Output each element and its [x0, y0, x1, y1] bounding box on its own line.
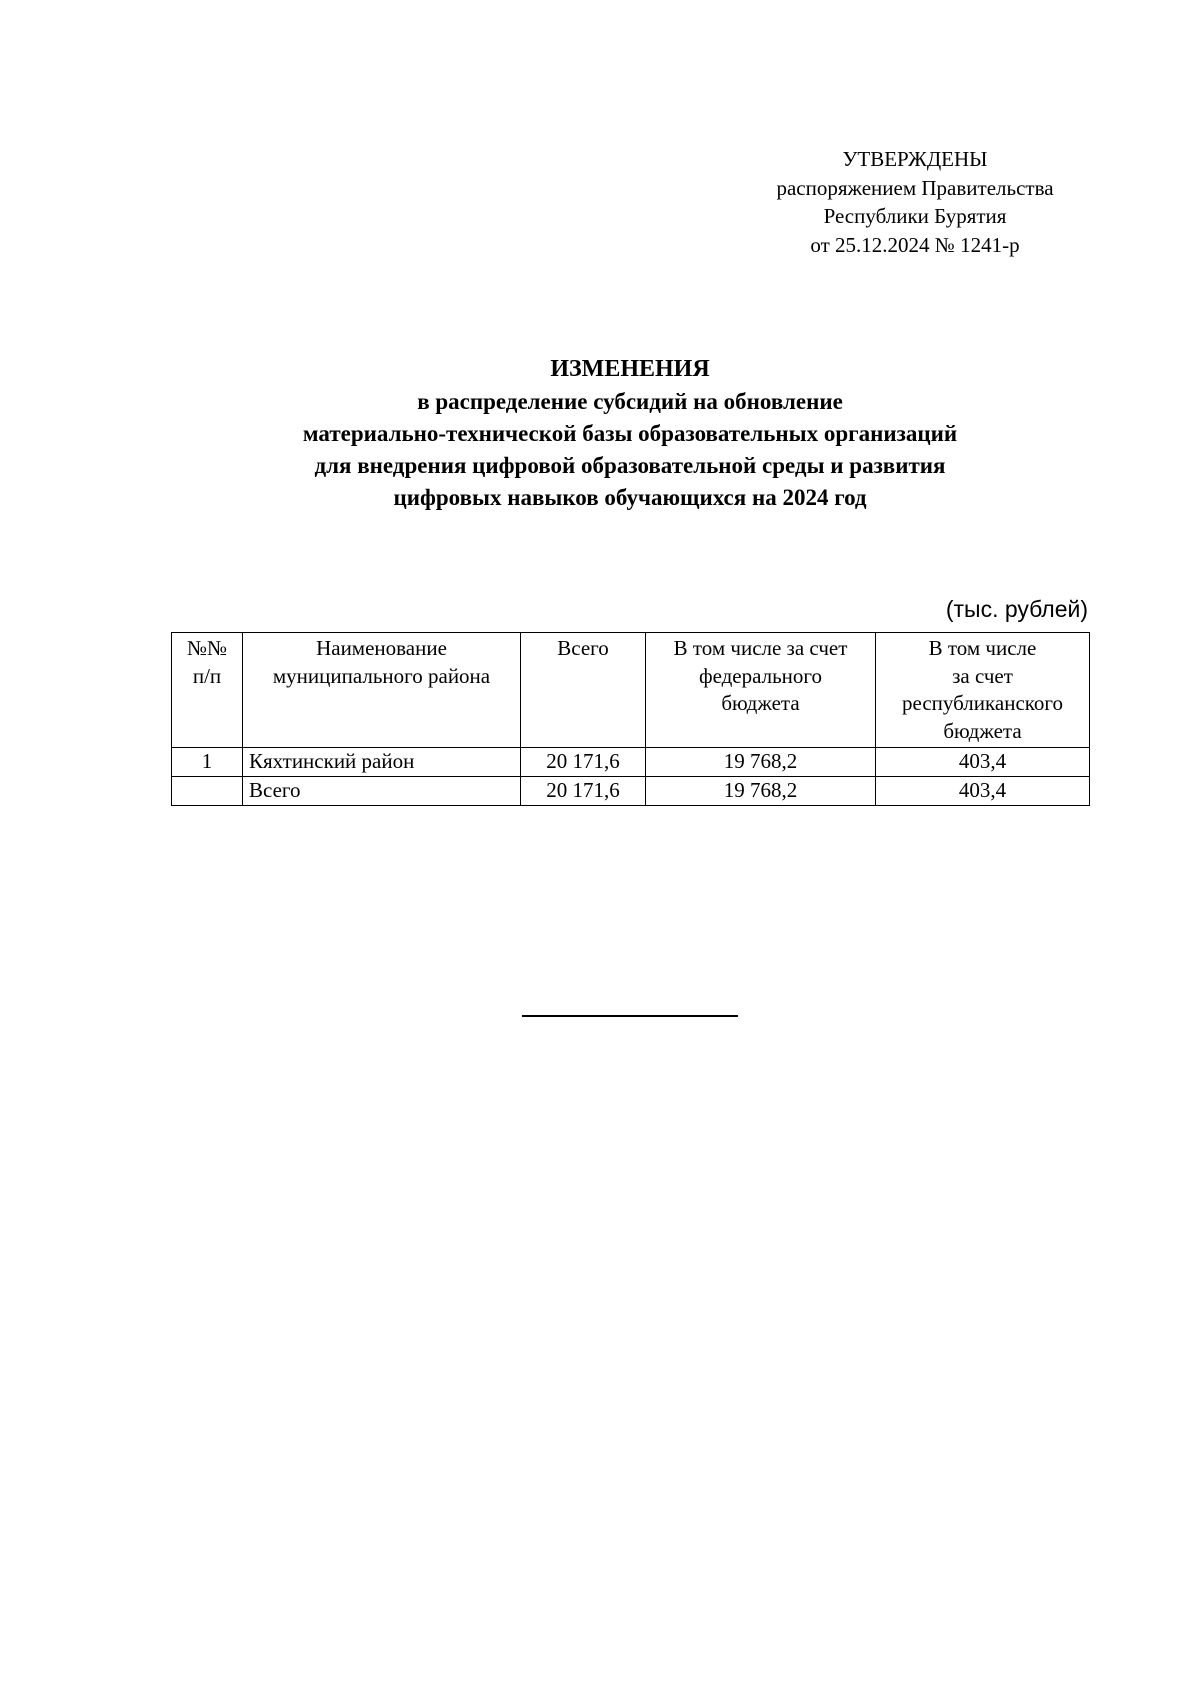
header-number: №№ п/п: [172, 633, 243, 748]
approval-issuer: распоряжением Правительства: [776, 175, 1054, 200]
document-title: [180, 352, 1080, 514]
table-header-row: [172, 633, 1090, 748]
republic-amount: 403,4: [876, 748, 1090, 777]
federal-amount: 19 768,2: [646, 748, 876, 777]
approval-date-number: от 25.12.2024 № 1241-р: [810, 232, 1020, 257]
header-district-name: Наименование муниципального района: [243, 633, 521, 748]
approval-title: УТВЕРЖДЕНЫ: [842, 147, 988, 171]
document-subtitle: [180, 386, 1080, 514]
approval-region: Республики Бурятия: [823, 204, 1007, 228]
republic-amount: 403,4: [876, 777, 1090, 806]
federal-amount: 19 768,2: [646, 777, 876, 806]
table-row: [172, 748, 1090, 777]
closing-divider: [522, 1015, 738, 1017]
total-amount: 20 171,6: [521, 777, 646, 806]
total-amount: 20 171,6: [521, 748, 646, 777]
header-republic-budget: В том числе за счет республиканского бюджета: [876, 633, 1090, 748]
subtitle-line: цифровых навыков обучающихся на 2024 год: [393, 485, 867, 510]
approval-block: [735, 145, 1095, 259]
table-total-row: [172, 777, 1090, 806]
subtitle-line: для внедрения цифровой образовательной среды и развития: [314, 453, 946, 478]
document-heading: ИЗМЕНЕНИЯ: [550, 356, 710, 382]
total-label: Всего: [243, 777, 521, 806]
district-name: Кяхтинский район: [243, 748, 521, 777]
header-federal-budget: В том числе за счет федерального бюджета: [646, 633, 876, 748]
unit-label: (тыс. рублей): [945, 596, 1088, 622]
subtitle-line: в распределение субсидий на обновление: [417, 389, 843, 414]
header-total: Всего: [521, 633, 646, 748]
subsidy-distribution-table: [171, 632, 1090, 806]
row-number: 1: [172, 748, 243, 777]
row-number: [172, 777, 243, 806]
subtitle-line: материально-технической базы образовательных организаций: [302, 421, 958, 446]
